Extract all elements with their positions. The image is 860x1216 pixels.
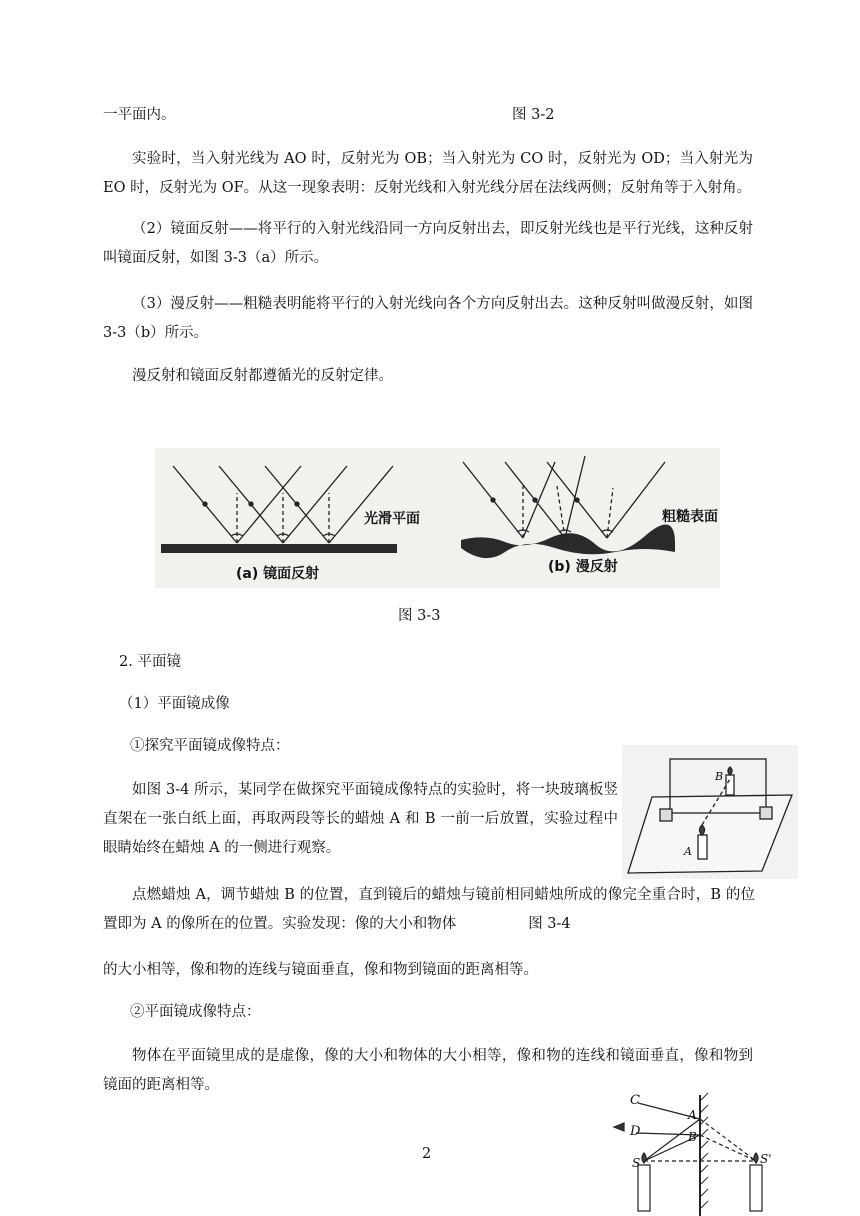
text-line-end: 一平面内。 — [103, 107, 176, 123]
section-heading-plane-mirror: 2. 平面镜 — [119, 654, 181, 670]
paragraph-specular-reflection: （2）镜面反射——将平行的入射光线沿同一方向反射出去，即反射光线也是平行光线，这种反射叫镜面反射，如图 3-3（a）所示。 — [103, 221, 753, 266]
figure-label-b: B — [688, 1130, 697, 1144]
paragraph-both-follow-law: 漫反射和镜面反射都遵循光的反射定律。 — [132, 368, 393, 384]
figure-label-a: A — [688, 1108, 697, 1122]
page-number: 2 — [422, 1146, 432, 1162]
figure-3-4-label-a: A — [684, 845, 692, 858]
paragraph-candle-adjustment-text: 点燃蜡烛 A，调节蜡烛 B 的位置，直到镜后的蜡烛与镜前相同蜡烛所成的像完全重合时，B 的位置即为 A 的像所在的位置。实验发现：像的大小和物体 — [103, 887, 755, 932]
paragraph-reflection-experiment: 实验时，当入射光线为 AO 时，反射光为 OB；当入射光为 CO 时，反射光为 OD；当入射光为 EO 时，反射光为 OF。从这一现象表明：反射光线和入射光线分居在法线两侧；反射角等于入射角。 — [103, 151, 753, 196]
figure-3-4-caption: 图 3-4 — [528, 916, 571, 932]
paragraph-conclusion-line: 的大小相等，像和物的连线与镜面垂直，像和物到镜面的距离相等。 — [103, 962, 538, 978]
subheading-explore: ①探究平面镜成像特点： — [130, 738, 290, 754]
figure-label-s: S — [632, 1156, 641, 1170]
figure-3-4-label-b: B — [715, 770, 724, 783]
paragraph-diffuse-reflection: （3）漫反射——粗糙表明能将平行的入射光线向各个方向反射出去。这种反射叫做漫反射，如图 3-3（b）所示。 — [103, 296, 753, 341]
subheading-features: ②平面镜成像特点： — [130, 1004, 261, 1020]
figure-3-2-caption: 图 3-2 — [512, 107, 555, 123]
figure-label-c: C — [630, 1093, 640, 1108]
figure-label-s-prime: S' — [760, 1152, 772, 1166]
figure-label-d: D — [630, 1124, 641, 1139]
paragraph-experiment-setup: 如图 3-4 所示，某同学在做探究平面镜成像特点的实验时，将一块玻璃板竖直架在一张白纸上面，再取两段等长的蜡烛 A 和 B 一前一后放置，实验过程中眼睛始终在蜡烛 A 的一侧进行观察。 — [103, 782, 618, 856]
figure-3-3-caption: 图 3-3 — [398, 608, 441, 624]
figure-3-4-candle-glass-diagram — [622, 745, 798, 879]
paragraph-candle-adjustment — [103, 881, 755, 939]
paragraph-imaging-features: 物体在平面镜里成的是虚像，像的大小和物体的大小相等，像和物的连线和镜面垂直，像和物到镜面的距离相等。 — [103, 1048, 753, 1093]
smooth-surface-label: 光滑平面 — [364, 511, 420, 527]
specular-reflection-label: (a) 镜面反射 — [236, 566, 320, 582]
rough-surface-label: 粗糙表面 — [662, 509, 718, 525]
diffuse-reflection-label: (b) 漫反射 — [548, 559, 618, 575]
subheading-plane-mirror-imaging: （1）平面镜成像 — [119, 696, 230, 712]
